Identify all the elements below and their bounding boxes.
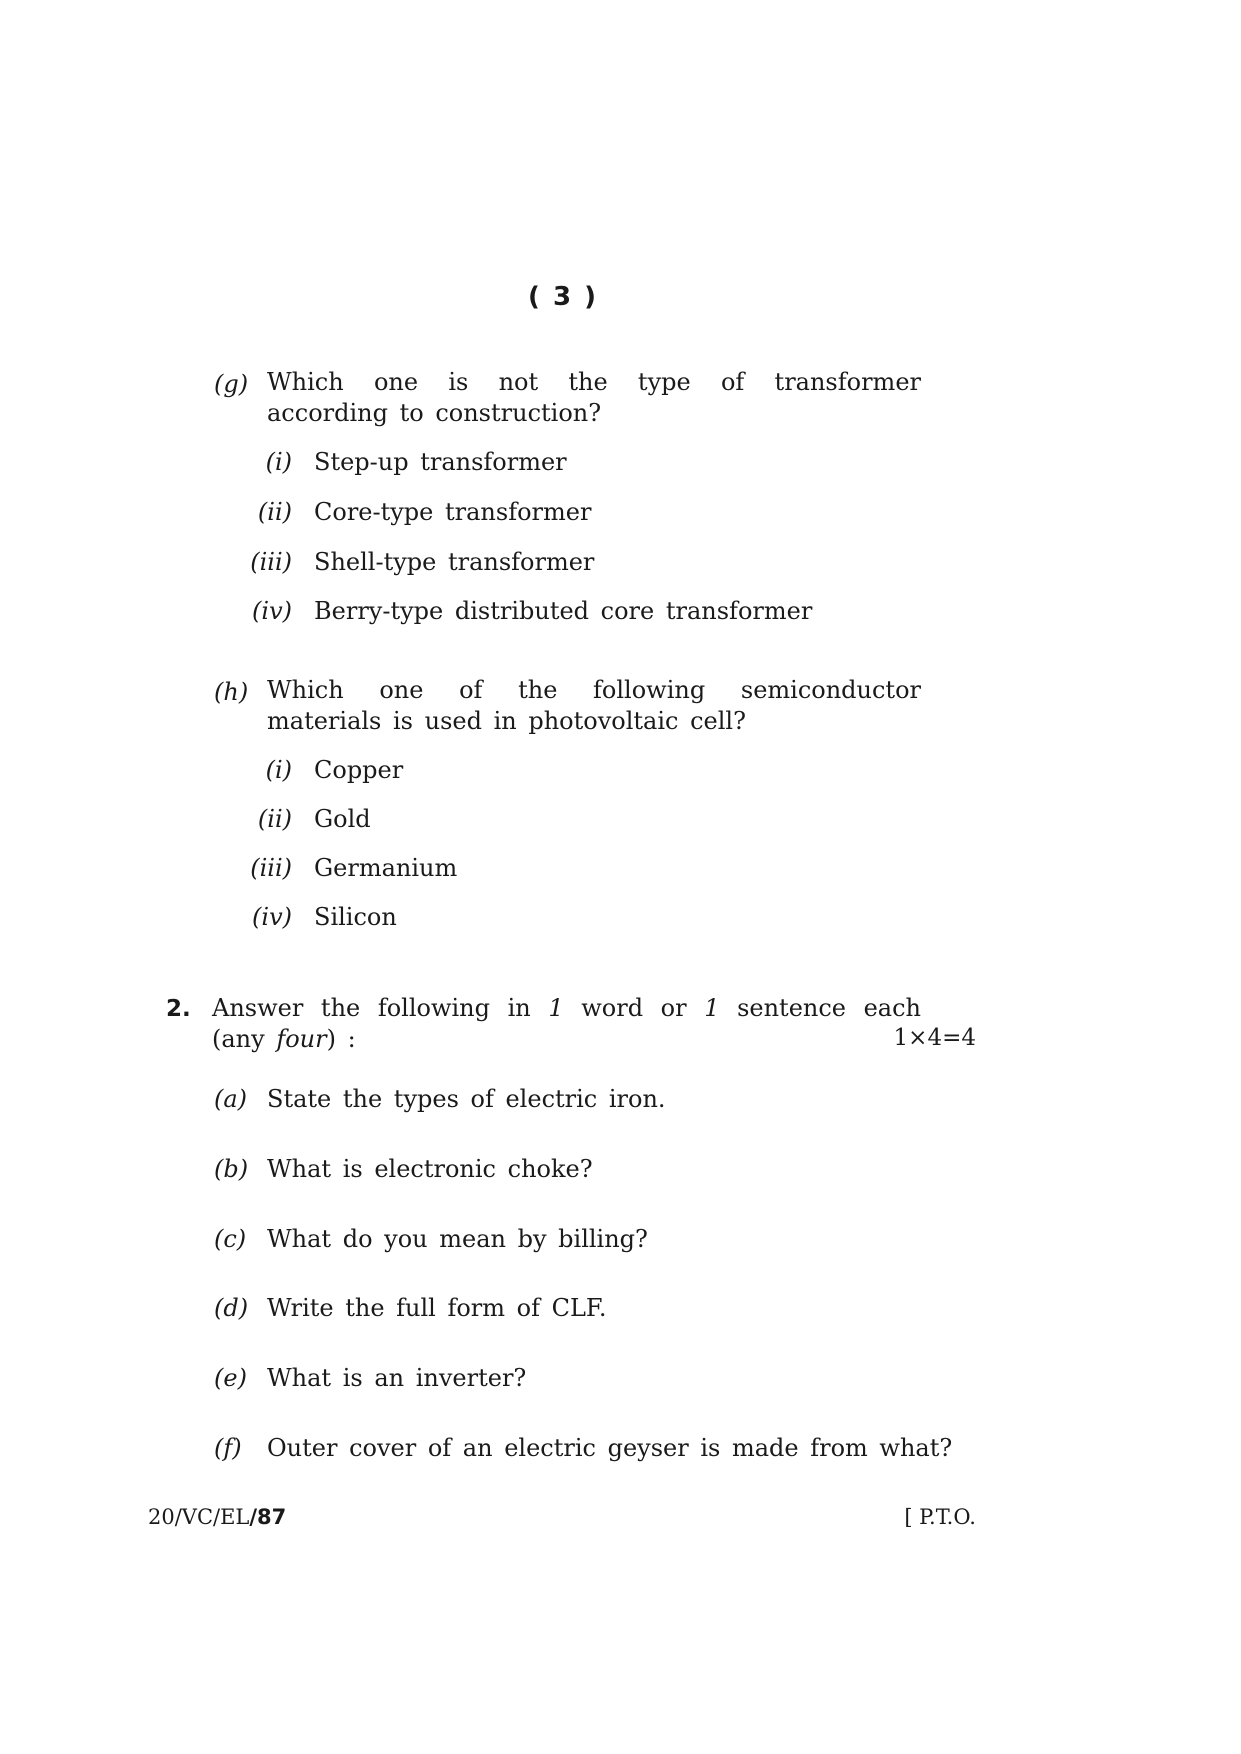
question-2c-label: (c) — [214, 1225, 247, 1253]
question-2b-text: What is electronic choke? — [267, 1155, 593, 1183]
question-2a-label: (a) — [214, 1085, 248, 1113]
question-2-marks: 1×4=4 — [893, 1025, 976, 1051]
question-2e-text: What is an inverter? — [267, 1364, 527, 1392]
question-2b-label: (b) — [214, 1155, 249, 1183]
question-2-instruction: Answer the following in 1 word or 1 sentence each (any four) : — [212, 994, 922, 1053]
question-2e-label: (e) — [214, 1364, 247, 1392]
question-2d-label: (d) — [214, 1294, 249, 1322]
question-g-option-4-label: (iv) — [252, 597, 292, 625]
question-h-text: Which one of the following semiconductor materials is used in photovoltaic cell? — [267, 676, 921, 735]
question-2c-text: What do you mean by billing? — [267, 1225, 648, 1253]
question-h-option-2-text: Gold — [314, 805, 371, 833]
question-g-option-2-text: Core-type transformer — [314, 498, 592, 526]
question-h-option-4-label: (iv) — [252, 903, 292, 931]
page-number: ( 3 ) — [528, 282, 598, 312]
question-g-option-1-text: Step-up transformer — [314, 448, 567, 476]
question-h-option-3-text: Germanium — [314, 854, 458, 882]
question-2a-text: State the types of electric iron. — [267, 1085, 666, 1113]
question-g-option-3-label: (iii) — [250, 548, 292, 576]
question-h-option-4-text: Silicon — [314, 903, 397, 931]
question-g-text: Which one is not the type of transformer according to construction? — [267, 368, 921, 427]
question-g-label: (g) — [214, 370, 249, 398]
question-2d-text: Write the full form of CLF. — [267, 1294, 607, 1322]
please-turn-over: [ P.T.O. — [904, 1505, 976, 1529]
question-g-option-1-label: (i) — [265, 448, 292, 476]
question-h-option-1-label: (i) — [265, 756, 292, 784]
question-h-option-3-label: (iii) — [250, 854, 292, 882]
question-h-option-2-label: (ii) — [257, 805, 292, 833]
question-h-label: (h) — [214, 678, 249, 706]
question-g-option-4-text: Berry-type distributed core transformer — [314, 597, 813, 625]
question-2-number: 2. — [166, 996, 191, 1022]
question-g-option-3-text: Shell-type transformer — [314, 548, 595, 576]
question-2f-label: (f) — [214, 1434, 242, 1462]
question-g-option-2-label: (ii) — [257, 498, 292, 526]
question-2f-text: Outer cover of an electric geyser is made from what? — [267, 1434, 953, 1462]
question-h-option-1-text: Copper — [314, 756, 404, 784]
paper-code: 20/VC/EL/87 — [148, 1505, 287, 1529]
